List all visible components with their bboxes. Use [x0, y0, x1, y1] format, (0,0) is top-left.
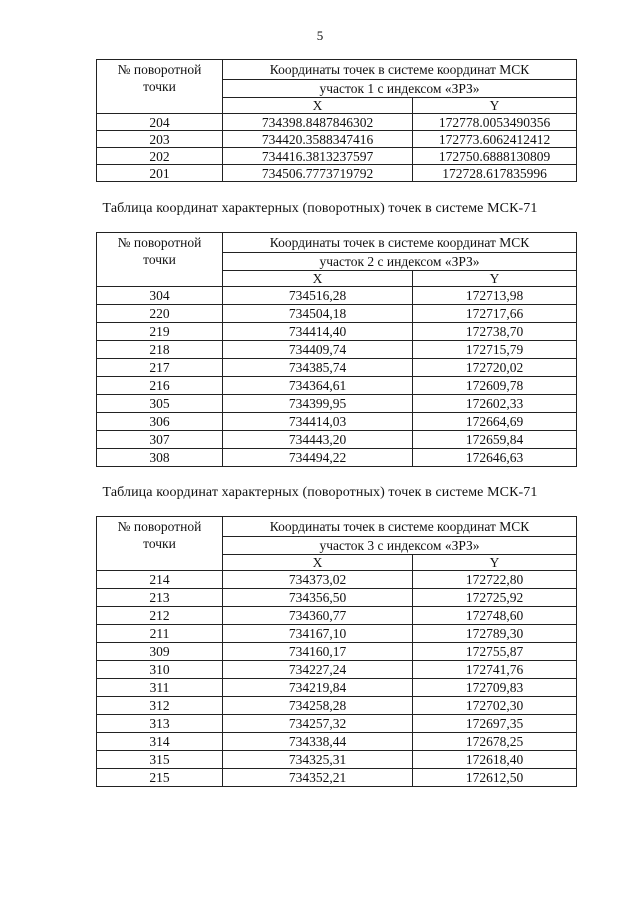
y-column-header: Y — [413, 555, 577, 571]
point-number-cell: 211 — [97, 625, 223, 643]
table-row — [97, 715, 577, 733]
point-number-cell: 202 — [97, 148, 223, 165]
plot-header: участок 3 с индексом «ЗРЗ» — [223, 537, 577, 555]
x-coordinate-cell: 734352,21 — [223, 769, 413, 787]
point-number-cell: 218 — [97, 341, 223, 359]
table-row — [97, 697, 577, 715]
plot-header: участок 1 с индексом «ЗРЗ» — [223, 80, 577, 98]
x-column-header: X — [223, 555, 413, 571]
y-coordinate-cell: 172778.0053490356 — [413, 114, 577, 131]
point-number-cell: 217 — [97, 359, 223, 377]
table-row — [97, 413, 577, 431]
table-row — [97, 661, 577, 679]
table-row — [97, 305, 577, 323]
point-number-cell: 214 — [97, 571, 223, 589]
x-coordinate-cell: 734219,84 — [223, 679, 413, 697]
point-number-cell: 220 — [97, 305, 223, 323]
y-coordinate-cell: 172717,66 — [413, 305, 577, 323]
coordinates-table-plot-3 — [96, 516, 577, 787]
coordinates-system-header: Координаты точек в системе координат МСК — [223, 517, 577, 537]
table-row — [97, 643, 577, 661]
table-row — [97, 377, 577, 395]
x-coordinate-cell: 734504,18 — [223, 305, 413, 323]
point-number-cell: 304 — [97, 287, 223, 305]
table-row — [97, 751, 577, 769]
y-coordinate-cell: 172722,80 — [413, 571, 577, 589]
table-row — [97, 148, 577, 165]
x-coordinate-cell: 734338,44 — [223, 733, 413, 751]
point-number-cell: 307 — [97, 431, 223, 449]
y-coordinate-cell: 172678,25 — [413, 733, 577, 751]
page-number: 5 — [316, 28, 324, 43]
coordinates-table-plot-1 — [96, 59, 577, 182]
y-coordinate-cell: 172697,35 — [413, 715, 577, 733]
y-coordinate-cell: 172725,92 — [413, 589, 577, 607]
table-row — [97, 571, 577, 589]
coordinates-table-plot-2 — [96, 232, 577, 467]
point-number-cell: 216 — [97, 377, 223, 395]
y-coordinate-cell: 172659,84 — [413, 431, 577, 449]
x-coordinate-cell: 734258,28 — [223, 697, 413, 715]
x-coordinate-cell: 734325,31 — [223, 751, 413, 769]
y-coordinate-cell: 172612,50 — [413, 769, 577, 787]
x-coordinate-cell: 734416.3813237597 — [223, 148, 413, 165]
point-number-cell: 305 — [97, 395, 223, 413]
point-number-header: № поворотной точки — [97, 60, 223, 114]
point-number-cell: 306 — [97, 413, 223, 431]
x-coordinate-cell: 734257,32 — [223, 715, 413, 733]
y-coordinate-cell: 172741,76 — [413, 661, 577, 679]
y-coordinate-cell: 172709,83 — [413, 679, 577, 697]
y-coordinate-cell: 172748,60 — [413, 607, 577, 625]
table-row — [97, 287, 577, 305]
table-row — [97, 607, 577, 625]
point-number-header: № поворотной точки — [97, 233, 223, 287]
x-coordinate-cell: 734373,02 — [223, 571, 413, 589]
y-coordinate-cell: 172738,70 — [413, 323, 577, 341]
table-row — [97, 395, 577, 413]
table-row — [97, 733, 577, 751]
table-row — [97, 114, 577, 131]
point-number-cell: 315 — [97, 751, 223, 769]
x-column-header: X — [223, 98, 413, 114]
x-coordinate-cell: 734167,10 — [223, 625, 413, 643]
y-column-header: Y — [413, 271, 577, 287]
point-number-cell: 312 — [97, 697, 223, 715]
x-coordinate-cell: 734494,22 — [223, 449, 413, 467]
x-coordinate-cell: 734398.8487846302 — [223, 114, 413, 131]
table-row — [97, 359, 577, 377]
y-coordinate-cell: 172789,30 — [413, 625, 577, 643]
point-number-cell: 203 — [97, 131, 223, 148]
point-number-cell: 219 — [97, 323, 223, 341]
table-row — [97, 589, 577, 607]
point-number-cell: 308 — [97, 449, 223, 467]
x-coordinate-cell: 734360,77 — [223, 607, 413, 625]
x-coordinate-cell: 734409,74 — [223, 341, 413, 359]
point-number-cell: 212 — [97, 607, 223, 625]
x-coordinate-cell: 734443,20 — [223, 431, 413, 449]
point-number-cell: 309 — [97, 643, 223, 661]
point-number-cell: 204 — [97, 114, 223, 131]
y-coordinate-cell: 172728.617835996 — [413, 165, 577, 182]
y-coordinate-cell: 172773.6062412412 — [413, 131, 577, 148]
point-number-cell: 310 — [97, 661, 223, 679]
table-row — [97, 341, 577, 359]
y-coordinate-cell: 172755,87 — [413, 643, 577, 661]
x-coordinate-cell: 734414,03 — [223, 413, 413, 431]
x-coordinate-cell: 734364,61 — [223, 377, 413, 395]
x-coordinate-cell: 734399,95 — [223, 395, 413, 413]
x-coordinate-cell: 734385,74 — [223, 359, 413, 377]
table-row — [97, 431, 577, 449]
y-coordinate-cell: 172664,69 — [413, 413, 577, 431]
point-number-cell: 314 — [97, 733, 223, 751]
table-caption-3: Таблица координат характерных (поворотных) точек в системе МСК-71 — [102, 485, 538, 500]
y-coordinate-cell: 172602,33 — [413, 395, 577, 413]
plot-header: участок 2 с индексом «ЗРЗ» — [223, 253, 577, 271]
y-coordinate-cell: 172715,79 — [413, 341, 577, 359]
y-coordinate-cell: 172618,40 — [413, 751, 577, 769]
table-row — [97, 165, 577, 182]
table-row — [97, 769, 577, 787]
y-coordinate-cell: 172609,78 — [413, 377, 577, 395]
x-coordinate-cell: 734227,24 — [223, 661, 413, 679]
table-row — [97, 131, 577, 148]
y-column-header: Y — [413, 98, 577, 114]
table-caption-2: Таблица координат характерных (поворотных) точек в системе МСК-71 — [102, 201, 538, 216]
x-column-header: X — [223, 271, 413, 287]
point-number-cell: 313 — [97, 715, 223, 733]
x-coordinate-cell: 734516,28 — [223, 287, 413, 305]
y-coordinate-cell: 172713,98 — [413, 287, 577, 305]
table-row — [97, 679, 577, 697]
table-row — [97, 323, 577, 341]
x-coordinate-cell: 734506.7773719792 — [223, 165, 413, 182]
point-number-cell: 201 — [97, 165, 223, 182]
y-coordinate-cell: 172646,63 — [413, 449, 577, 467]
point-number-cell: 213 — [97, 589, 223, 607]
y-coordinate-cell: 172750.6888130809 — [413, 148, 577, 165]
x-coordinate-cell: 734420.3588347416 — [223, 131, 413, 148]
point-number-cell: 311 — [97, 679, 223, 697]
y-coordinate-cell: 172702,30 — [413, 697, 577, 715]
table-row — [97, 449, 577, 467]
y-coordinate-cell: 172720,02 — [413, 359, 577, 377]
x-coordinate-cell: 734414,40 — [223, 323, 413, 341]
x-coordinate-cell: 734160,17 — [223, 643, 413, 661]
x-coordinate-cell: 734356,50 — [223, 589, 413, 607]
point-number-cell: 215 — [97, 769, 223, 787]
coordinates-system-header: Координаты точек в системе координат МСК — [223, 60, 577, 80]
point-number-header: № поворотной точки — [97, 517, 223, 571]
coordinates-system-header: Координаты точек в системе координат МСК — [223, 233, 577, 253]
table-row — [97, 625, 577, 643]
